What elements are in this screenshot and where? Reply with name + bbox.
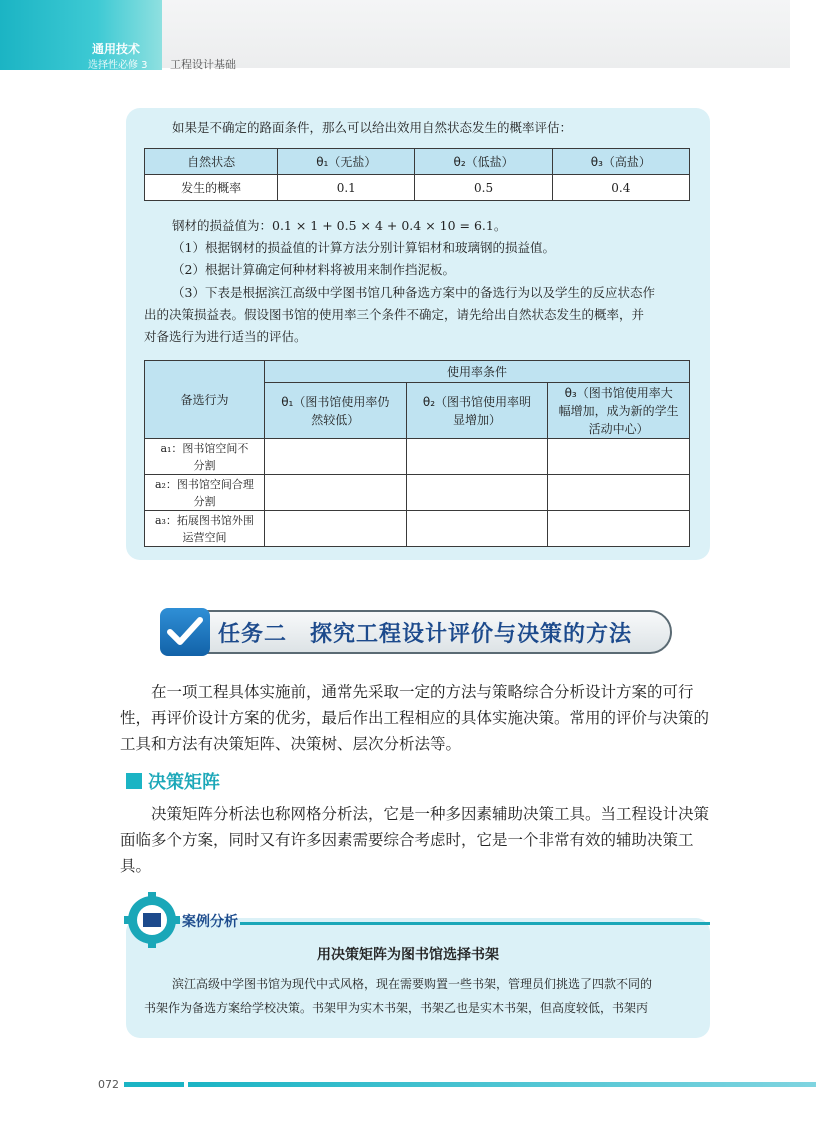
section-marker: [126, 773, 142, 789]
table2-header-action: 备选行为: [145, 361, 265, 439]
table-row: [145, 475, 690, 511]
table2-action-cell: a₂：图书馆空间合理 分割: [145, 475, 265, 511]
table1-cell: 发生的概率: [145, 175, 278, 201]
table1-cell: 0.1: [278, 175, 415, 201]
header-tab: [0, 0, 162, 70]
task-title: 任务二 探究工程设计评价与决策的方法: [218, 622, 633, 647]
page-number: 072: [98, 1078, 119, 1091]
table2-header-theta2: θ₂（图书馆使用率明 显增加）: [406, 383, 548, 439]
calc-text: 钢材的损益值为：0.1 × 1 + 0.5 × 4 + 0.4 × 10 = 6.1。: [172, 218, 507, 233]
question-1: （1）根据钢材的损益值的计算方法分别计算铝材和玻璃钢的损益值。: [172, 240, 555, 255]
table-row: [145, 439, 690, 475]
table1-header: 自然状态: [145, 149, 278, 175]
table2-header-theta3: θ₃（图书馆使用率大 幅增加，成为新的学生 活动中心）: [548, 383, 690, 439]
case-line-2: 书架作为备选方案给学校决策。书架甲为实木书架，书架乙也是实木书架，但高度较低，书架丙: [144, 1001, 649, 1015]
probability-table: [144, 148, 690, 201]
table2-header-theta1: θ₁（图书馆使用率仍 然较低）: [264, 383, 406, 439]
table1-header: θ₂（低盐）: [415, 149, 552, 175]
check-icon: [160, 608, 210, 656]
footer-bar-long: [188, 1082, 816, 1087]
case-tag: 案例分析: [182, 914, 238, 930]
table2-action-cell: a₃：拓展图书馆外围 运营空间: [145, 511, 265, 547]
question-3-line1: （3）下表是根据滨江高级中学图书馆几种备选方案中的备选行为以及学生的反应状态作: [172, 285, 655, 300]
table1-header: θ₁（无盐）: [278, 149, 415, 175]
intro-paragraph: 在一项工程具体实施前，通常先采取一定的方法与策略综合分析设计方案的可行性，再评价设计方案的优劣，最后作出工程相应的具体实施决策。常用的评价与决策的工具和方法有决策矩阵、决策树、层次分析法等。: [120, 683, 710, 753]
case-divider: [240, 922, 710, 925]
gear-icon: [124, 892, 180, 948]
decision-table: [144, 360, 690, 547]
question-2: （2）根据计算确定何种材料将被用来制作挡泥板。: [172, 262, 455, 277]
book-subtitle: 选择性必修 3: [88, 60, 148, 71]
case-title: 用决策矩阵为图书馆选择书架: [317, 947, 499, 963]
book-title: 通用技术: [92, 42, 141, 56]
footer-bar-short: [124, 1082, 184, 1087]
case-line-1: 滨江高级中学图书馆为现代中式风格，现在需要购置一些书架，管理员们挑选了四款不同的: [172, 977, 653, 991]
chapter-title: 工程设计基础: [170, 58, 236, 71]
section-paragraph: 决策矩阵分析法也称网格分析法，它是一种多因素辅助决策工具。当工程设计决策面临多个方案，同时又有许多因素需要综合考虑时，它是一个非常有效的辅助决策工具。: [120, 805, 710, 875]
table1-header: θ₃（高盐）: [552, 149, 689, 175]
table1-cell: 0.4: [552, 175, 689, 201]
section-title: 决策矩阵: [148, 772, 220, 793]
table1-cell: 0.5: [415, 175, 552, 201]
question-3-line2: 出的决策损益表。假设图书馆的使用率三个条件不确定，请先给出自然状态发生的概率，并: [144, 307, 645, 322]
question-3-line3: 对备选行为进行适当的评估。: [144, 329, 307, 344]
table2-action-cell: a₁：图书馆空间不 分割: [145, 439, 265, 475]
table2-header-group: 使用率条件: [264, 361, 689, 383]
intro-text: 如果是不确定的路面条件，那么可以给出效用自然状态发生的概率评估：: [172, 120, 573, 135]
table-row: [145, 511, 690, 547]
